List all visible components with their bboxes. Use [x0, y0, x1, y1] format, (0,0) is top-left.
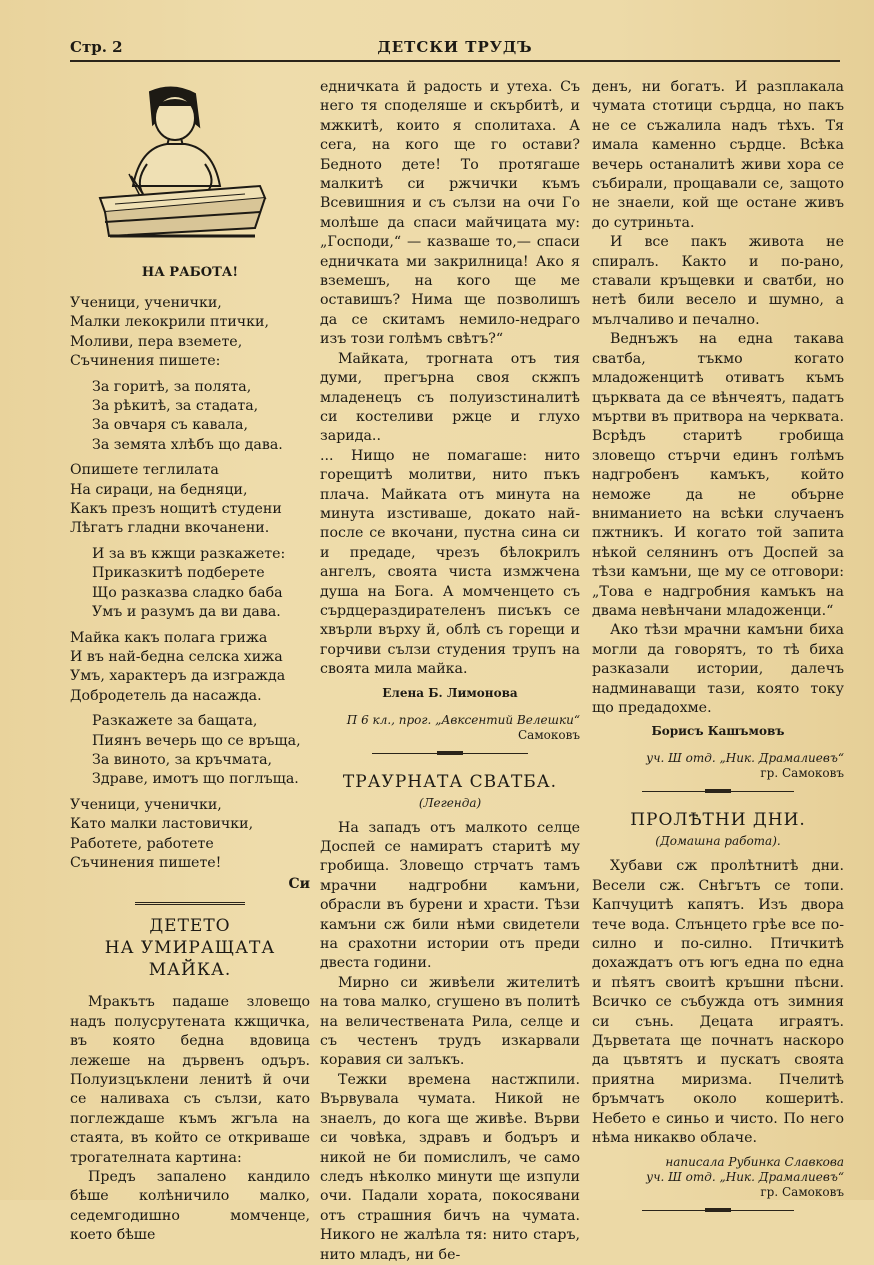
poem-line: Ученици, ученички,: [70, 796, 222, 813]
poem-line: Майка какъ полага грижа: [70, 629, 268, 646]
paragraph: Веднъжъ на една такава сватба, тъкмо когато младоженцитѣ отиватъ къмъ църквата да се вѣнчеятъ, падатъ мъртви въ притвора на черквата. Всрѣдъ старитѣ гробища зловещо стърчи единъ голѣмъ надгробенъ камъкъ, който неможе да не обърне вниманието на всѣки случаенъ пжтникъ. И когато той запита нѣкой селянинъ отъ Доспей за тѣзи камъни, ще му се отговори: „Това е надгробния камъкъ на двама невѣнчани младоженци.“: [592, 331, 844, 619]
masthead: ДЕТСКИ ТРУДЪ: [377, 38, 533, 56]
poem-line: За виното, за кръчмата,: [92, 751, 273, 768]
poem-line: Пиянъ вечерь що се връща,: [92, 732, 301, 749]
poem-line: Що разказва сладко баба: [92, 584, 283, 601]
poem-title: НА РАБОТА!: [141, 265, 239, 280]
poem-line: На сираци, на бедняци,: [70, 481, 248, 498]
story-title-line-1: ДЕТЕТО: [149, 916, 231, 937]
poem-line: Работете, работете: [70, 835, 214, 852]
poem-line: Приказкитѣ подберете: [92, 565, 265, 582]
paragraph: Мракътъ падаше зловещо надъ полусрутената кжщичка, въ която бедна вдовица лежеше на дървенъ одъръ. Полуизцъклени ленитѣ й очи се наливаха съ сълзи, като поглеждаше къмъ жгъла на стаята, въ който се откриваше трогателната картина:: [70, 994, 310, 1166]
column-2: [320, 78, 580, 1265]
poem-line: Умъ, характеръ да изгражда: [70, 668, 286, 685]
author-name: Борисъ Кашъмовъ: [651, 724, 785, 739]
poem-signature: Си: [288, 876, 310, 893]
poem-line: Разкажете за бащата,: [92, 713, 258, 730]
column-3: [592, 78, 844, 1220]
paragraph: едничката й радость и утеха. Съ него тя споделяше и скърбитѣ, и мжкитѣ, които я сполитаха. А сега, на кого ще го остави? Бедното дете! То протягаше малкитѣ си ржчички къмъ Всевишния и съ сълзи на очи Го молѣше да спаси майчицата му: „Господи,“ — казваше то,— спаси едничката ми закрилница! Ако я вземешъ, на кого ще ме оставишъ? Нима ще позволишъ да се скитамъ немило-недраго изъ този голѣмъ свѣтъ?“: [320, 79, 580, 348]
poem-line: Съчинения пишете:: [70, 353, 221, 370]
author-line: написала Рубинка Славкова: [665, 1154, 844, 1169]
poem-line: Ученици, ученички,: [70, 295, 222, 311]
section-divider: [592, 1206, 844, 1214]
section-divider: [320, 749, 580, 757]
poem-line: За рѣкитѣ, за стадата,: [92, 398, 259, 415]
page-header: [70, 38, 840, 62]
poem-line: Здраве, имотъ що поглъща.: [92, 771, 299, 788]
paragraph: Ако тѣзи мрачни камъни биха могли да говорятъ, то тѣ биха разказали истории, далечъ надминаващи тази, която току що предадохме.: [592, 622, 844, 716]
poem-line: Умъ и разумъ да ви дава.: [92, 604, 281, 621]
author-town: гр. Самоковъ: [760, 1184, 844, 1199]
author-class: уч. Ш отд. „Ник. Драмалиевъ“: [646, 751, 844, 766]
poem-line: Какъ презъ нощитѣ студени: [70, 501, 282, 518]
paragraph: ... Нищо не помагаше: нито горещитѣ молитви, нито пъкъ плача. Майката отъ минута на минута изстиваше, докато най-после се вкочани, пустна сина си и предаде, чрезъ бѣлокрилъ ангелъ, своята чиста измжчена душа на Бога. А момченцето съ сърдцераздирателенъ писъкъ се хвърли върху й, облѣ съ горещи и горчиви сълзи студения трупъ на своята мила майка.: [320, 447, 580, 678]
poem-stanza: [70, 545, 310, 623]
poem-line: Моливи, пера вземете,: [70, 333, 243, 350]
story-title: ПРОЛѢТНИ ДНИ.: [630, 810, 806, 831]
page-number: Стр. 2: [70, 38, 123, 56]
paragraph: На западъ отъ малкото селце Доспей се намиратъ старитѣ му гробища. Зловещо стрчатъ тамъ мрачни надгробни камъни, обрасли въ бурени и храсти. Тѣзи камъни сж били нѣми свидетели на срахотни истории отъ преди двеста години.: [320, 819, 580, 972]
paragraph: И все пакъ живота не спиралъ. Както и по-рано, ставали кръщевки и сватби, но нетѣ били весело и шумно, а мълчаливо и печално.: [592, 234, 844, 328]
author-name: Елена Б. Лимонова: [382, 685, 518, 700]
paragraph: денъ, ни богатъ. И разплакала чумата стотици сърдца, но пакъ не се съжалила надъ тѣхъ. Тя имала каменно сърдце. Всѣка вечерь останалитѣ живи хора се събирали, прощавали се, защото не знаели, кой ще остане живъ до сутриньта.: [592, 79, 844, 231]
poem-line: Опишете теглилата: [70, 462, 219, 479]
column-1: [70, 78, 310, 1246]
poem-line: И за въ кжщи разкажете:: [92, 545, 286, 562]
poem-line: За овчаря съ кавала,: [92, 417, 248, 434]
author-class: П 6 кл., прог. „Авксентий Велешки“: [346, 712, 580, 727]
paragraph: Мирно си живѣели жителитѣ на това малко, сгушено въ политѣ на величествената Рила, селце и съ честенъ трудъ изкарвали коравия си залъкъ.: [320, 974, 580, 1069]
author-class: уч. Ш отд. „Ник. Драмалиевъ“: [646, 1169, 844, 1184]
paragraph: Тежки времена настжпили. Вървувала чумата. Никой не знаелъ, до кога ще живѣе. Върви си човѣка, здравъ и бодъръ и никой не би помислилъ, че само следъ нѣколко минути ще изпули очи. Падали хората, покосявани отъ страшния бичъ на чумата. Никого не жалѣла тя: нито старъ, нито младъ, ни бе-: [320, 1071, 580, 1263]
paragraph: Хубави сж пролѣтнитѣ дни. Весели сж. Снѣгътъ се топи. Капчуцитѣ капятъ. Изъ двора тече вода. Слънцето грѣе все по-силно и по-силно. Птичкитѣ дохаждатъ отъ югъ една по една и пѣятъ своитѣ кръшни пѣсни. Всичко се събужда отъ зимния си сънь. Децата играятъ. Дърветата ще почнатъ наскоро да цъвтятъ и пускатъ своята приятна миризма. Пчелитѣ бръмчатъ около кошеритѣ. Небето е синьо и чисто. По него нѣма никакво облаче.: [592, 858, 844, 1147]
author-town: Самоковъ: [517, 727, 580, 742]
story-title: ТРАУРНАТА СВАТБА.: [342, 771, 558, 792]
poem-stanza: [70, 712, 310, 790]
poem-line: И въ най-бедна селска хижа: [70, 648, 283, 665]
poem-stanza: [70, 294, 310, 372]
poem-stanza: [70, 378, 310, 456]
story-subtitle: (Домашна работа).: [655, 834, 781, 849]
poem-line: Лѣгатъ гладни вкочанени.: [70, 520, 270, 537]
author-town: гр. Самоковъ: [760, 766, 844, 781]
paragraph: Предъ запалено кандило бѣше колѣничило малко, седемгодишно момченце, което бѣше: [70, 1169, 310, 1244]
poem-line: Добродетель да насажда.: [70, 687, 262, 704]
poem-line: Съчинения пишете!: [70, 854, 222, 871]
poem-stanza: [70, 629, 310, 707]
poem-stanza: [70, 796, 310, 874]
story-subtitle: (Легенда): [418, 795, 482, 810]
poem-stanza: [70, 461, 310, 539]
section-divider: [592, 787, 844, 795]
paragraph: Майката, трогната отъ тия думи, прегърна своя скжпъ младенецъ съ полуизстиналитѣ си костеливи ржце и глухо зарида..: [320, 350, 580, 445]
poem-line: Малки лекокрили птички,: [70, 314, 270, 331]
poem-line: За земята хлѣбъ що дава.: [92, 436, 283, 453]
story-title-line-2: НА УМИРАЩАТА МАЙКА.: [104, 938, 276, 981]
poem-line: Като малки ластовички,: [70, 816, 254, 833]
poem-line: За горитѣ, за полята,: [92, 378, 252, 395]
section-divider: [135, 902, 245, 905]
